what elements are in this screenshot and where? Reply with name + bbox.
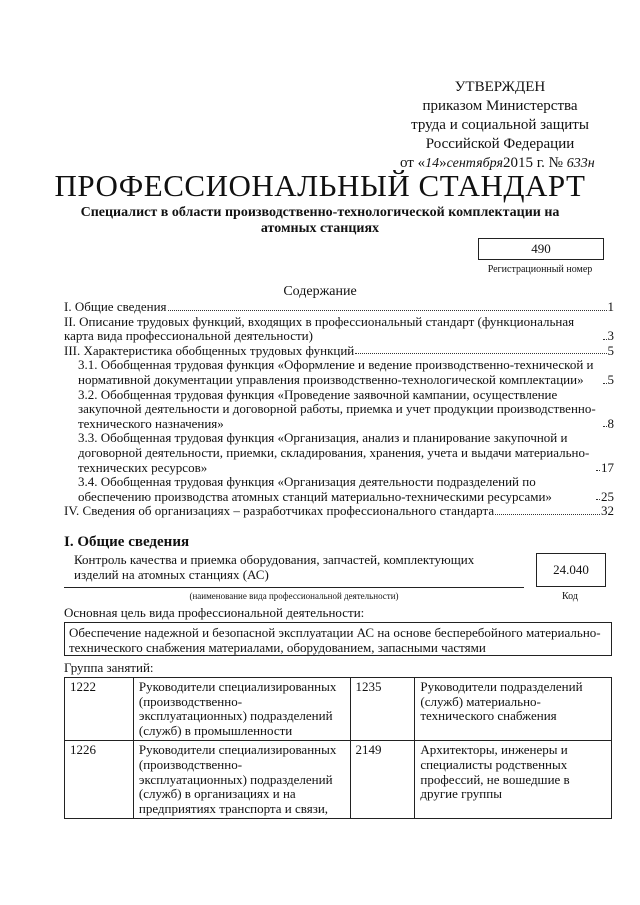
approval-line-3: труда и социальной защиты: [411, 117, 589, 133]
table-row: [65, 741, 612, 819]
order-day: 14: [425, 156, 440, 171]
standard-subtitle: Специалист в области производственно-технологической комплектации на атомных станциях: [80, 205, 560, 236]
approval-line-1: УТВЕРЖДЕН: [454, 79, 546, 95]
toc-item[interactable]: 3.2. Обобщенная трудовая функция «Проведение заявочной кампании, осуществление закупочной деятельности и договорной работы, приемка и учет продукции производственно-технического назначения» 8: [78, 386, 614, 431]
approval-line-2: приказом Министерства: [422, 98, 578, 114]
table-of-contents: [64, 300, 614, 519]
toc-item[interactable]: 3.1. Обобщенная трудовая функция «Оформление и ведение производственно-технической и нормативной документации управления производственно-технологической комплектации» 5: [78, 357, 614, 387]
code-caption: Код: [562, 591, 578, 602]
occupation-group-label: Группа занятий:: [64, 660, 154, 675]
registration-number-box: 490: [478, 238, 604, 260]
toc-item[interactable]: II. Описание трудовых функций, входящих в профессиональный стандарт (функциональная карта вида профессиональной деятельности) 3: [64, 313, 614, 344]
activity-code-box: 24.040: [536, 553, 606, 587]
goal-text-box: Обеспечение надежной и безопасной эксплуатации АС на основе бесперебойного материально-технического снабжения материалами, оборудованием, запасными частями: [64, 622, 612, 656]
occupation-name: Руководители специализированных (производственно-эксплуатационных) подразделений (служб) в организациях и на предприятиях транспорта и связи,: [133, 741, 350, 819]
occupation-code: 1222: [65, 678, 134, 741]
date-mid: »: [439, 155, 447, 171]
occupation-name: Руководители специализированных (производственно-эксплуатационных) подразделений (служб) в промышленности: [133, 678, 350, 741]
occupation-name: Архитекторы, инженеры и специалисты родственных профессий, не вошедшие в другие группы: [415, 741, 612, 819]
occupation-code: 1226: [65, 741, 134, 819]
occupation-code: 2149: [350, 741, 415, 819]
approval-block: [400, 78, 600, 173]
table-row: [65, 678, 612, 741]
activity-kind-underline: [64, 587, 524, 588]
approval-line-4: Российской Федерации: [425, 136, 575, 152]
order-month: сентября: [446, 156, 503, 171]
toc-item[interactable]: 3.3. Обобщенная трудовая функция «Организация, анализ и планирование закупочной и договорной деятельности, приемки, складирования, хранения, учета и выдачи материально-технических ресурсов» 17: [78, 430, 614, 475]
order-number: 633н: [566, 156, 595, 171]
activity-kind-name: Контроль качества и приемка оборудования, запчастей, комплектующих изделий на атомных станциях (АС): [74, 552, 475, 582]
toc-item[interactable]: I. Общие сведения 1: [64, 299, 614, 314]
toc-item[interactable]: III. Характеристика обобщенных трудовых функций 5: [64, 342, 614, 358]
registration-caption: Регистрационный номер: [487, 264, 593, 275]
order-year: 2015 г. №: [502, 155, 563, 171]
toc-heading: Содержание: [283, 284, 357, 299]
section-heading: I. Общие сведения: [64, 534, 190, 550]
toc-item[interactable]: 3.4. Обобщенная трудовая функция «Организация деятельности подразделений по обеспечению производства атомных станций материально-техническими ресурсами» 25: [78, 474, 614, 504]
occupation-code: 1235: [350, 678, 415, 741]
activity-kind-caption: (наименование вида профессиональной деятельности): [189, 591, 399, 601]
date-prefix: от «: [400, 155, 426, 171]
document-title: ПРОФЕССИОНАЛЬНЫЙ СТАНДАРТ: [54, 168, 586, 203]
toc-item[interactable]: IV. Сведения об организациях – разработчиках профессионального стандарта 32: [64, 503, 614, 519]
occupation-name: Руководители подразделений (служб) материально-технического снабжения: [415, 678, 612, 741]
goal-label: Основная цель вида профессиональной деятельности:: [64, 605, 365, 620]
occupation-groups-table: [64, 677, 612, 819]
